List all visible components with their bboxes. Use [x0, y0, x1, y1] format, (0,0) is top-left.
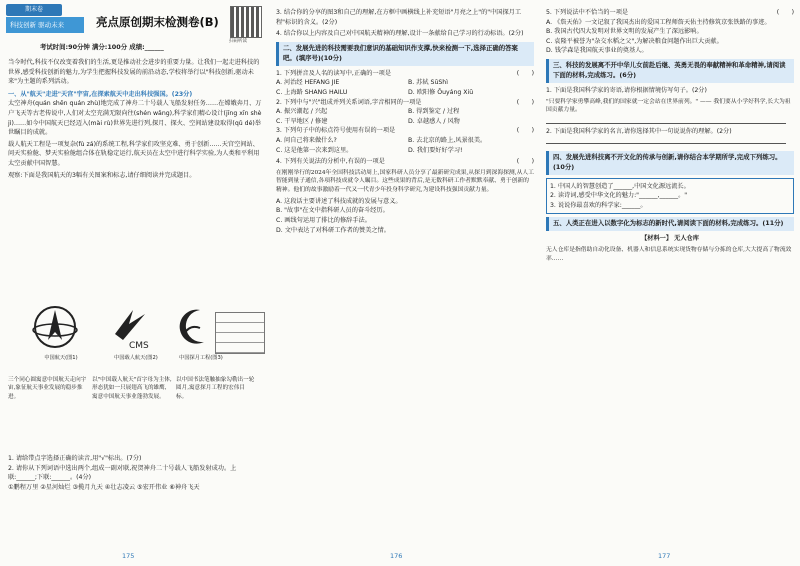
logo-caption: 中国载人航天(图2) — [114, 355, 158, 361]
question-3: 3. 结合你的分享的图3和自己的理解,在方框中画横线上补充短语"月亮之上"的"中国探月工程"标识的含义。(2分) — [276, 9, 522, 26]
logo-caption: 中国探月工程(图3) — [179, 355, 223, 361]
mc-option[interactable]: C. 干旱地区 / 修建 — [276, 117, 328, 125]
mc-option[interactable]: D. 钱学森是我国航天事业的奠基人。 — [546, 47, 648, 55]
logo-desc: 以"中国载人航天"首字母为主体,形态犹如一只展翅高飞的雄鹰,寓意中国航天事业蓬勃发展。 — [92, 377, 172, 400]
mc-option[interactable]: D. 我们要好好学习! — [408, 146, 463, 154]
fill-line[interactable]: 2. 读诗词,感受中华文化的魅力:"______,______。" — [550, 192, 688, 200]
logos-lead: 观察:下面是我国航天的3幅有关图案和标志,请仔细阅读并完成题目。 — [8, 171, 196, 179]
mc-option[interactable]: A. 问自己将来做什么? — [276, 136, 337, 144]
cms-logo — [105, 304, 165, 361]
question-1-head: 一、从"航天"走进"天宫"宇宙,在探索航天中走出科技强国。(23分) — [8, 90, 193, 98]
page-number: 175 — [122, 552, 135, 560]
question-1-1: 1. 请给带点字选择正确的读音,用"√"标出。(7分) — [8, 455, 142, 462]
mc-option[interactable]: B. 我国古代四大发明对世界文明的发展产生了深远影响。 — [546, 28, 703, 36]
mc-stem: 3. 下列句子中的标点符号使用有误的一项是 — [276, 127, 396, 135]
answer-box[interactable] — [215, 312, 265, 354]
answer-paren[interactable]: ( ) — [516, 98, 534, 106]
page-number: 176 — [390, 552, 403, 560]
mc-option[interactable]: D. 卓越感人 / 风物 — [408, 117, 460, 125]
fill-box — [546, 178, 794, 215]
page3-body — [546, 8, 794, 265]
mc-option[interactable]: D. 欧阳修 Ōuyáng Xiū — [408, 88, 474, 96]
page-title: 亮点原创期末检测卷(B) — [96, 15, 219, 29]
question-4: 4. 结合你以上内容及自己对中国航天精神的理解,设计一条献给自己学习的行动标语。(2分) — [276, 30, 524, 38]
answer-paren[interactable]: ( ) — [516, 158, 534, 166]
qr-caption: 扫码听读 — [229, 39, 247, 44]
question-1-2-options: ①鹏程万里 ②星河灿烂 ③揽月九天 ④壮志凌云 ⑤宏开伟业 ⑥神舟飞天 — [8, 483, 200, 491]
mc-stem: 5. 下列说法中不恰当的一项是 — [546, 9, 629, 16]
mc-question — [276, 69, 534, 98]
svg-text:CMS: CMS — [129, 341, 149, 350]
logo-desc: 以中国书法笔触抽象勾勒出一轮圆月,寓意探月工程的宏伟目标。 — [176, 377, 255, 400]
mc-option[interactable]: C. 这是他第一次来到这里。 — [276, 146, 353, 154]
page-number: 177 — [658, 552, 671, 560]
section-4-banner: 四、发展先进科技离不开文化的传承与创新,请你结合本学期所学,完成下列练习。(10分) — [546, 151, 794, 175]
section-3-banner: 三、科技的发展离不开中华儿女前赴后继、英勇无畏的奉献精神和革命精神,请阅读下面的材料,完成练习。(6分) — [546, 59, 794, 83]
section-5-banner: 五、人类正在进入以数字化为标志的新时代,请阅读下面的材料,完成练习。(11分) — [546, 217, 794, 231]
logo-row — [10, 304, 260, 374]
logo-caption: 中国航天(图1) — [44, 355, 78, 361]
question-1-text: 太空神舟(quán shēn quán zhù)地完成了神舟二十号载人飞船发射任务……在嫦娥奔月、万户飞天等古老传说中,人们对太空充满无限向往(shén wǎng),科学家们精心设计(jīng xīn shè jì)……如今中国航天已经迈入(mài rù)世界先进行列,探月、探火、空间站建设取得(qǔ dé)举世瞩目的成就。 — [8, 100, 262, 137]
material-title: 【材料一】 无人仓库 — [641, 235, 699, 243]
mc-option[interactable]: A. 这段话主要讲述了科技成就的发展与意义。 — [276, 197, 402, 205]
answer-paren[interactable]: ( ) — [516, 127, 534, 135]
answer-line[interactable] — [546, 137, 794, 148]
section-3-q2: 2. 下面是我国科学家的名言,请你选择其中一句说说你的理解。(2分) — [546, 128, 732, 136]
mc-option[interactable]: C. 上海路 SHANG HAILU — [276, 88, 348, 96]
question-1-text2: 载人航天工程是一项复杂(fù zá)的系统工程,科学家们攻坚克难、勇于创新……天宫空间站、问天实验舱、梦天实验舱组合体在轨稳定运行,航天员在太空中进行科学实验,为人类和平利用太空贡献中国智慧。 — [8, 140, 260, 168]
mc-option[interactable]: D. 文中表达了对科研工作者的赞美之情。 — [276, 226, 390, 234]
exam-header — [0, 0, 270, 58]
mc-option[interactable]: A. 振兴潮起 / 兴起 — [276, 108, 328, 116]
fill-line[interactable]: 1. 中国人的智慧创造了______,中国文化源远流长。 — [550, 182, 690, 190]
page2-body — [276, 8, 534, 235]
reading-passage: 在刚刚举行的2024年全国科技活动周上,国家科研人员分享了最新研究成果,从探月到深海探测,从人工智能到量子通信,各项科技成就令人瞩目。这些成果的背后,是无数科研工作者默默奉献、勇于创新的精神。他们的故事激励着一代又一代青少年投身科学研究,为建设科技强国贡献力量。 — [276, 169, 534, 194]
theme-banner: 科技创新 驱动未来 — [6, 17, 84, 33]
mc-stem: 1. 下列拼音及人名的读写中,正确的一项是 — [276, 69, 392, 77]
page-right — [540, 0, 800, 566]
mc-option[interactable]: C. 袁隆平被誉为"杂交水稻之父",为解决粮食问题作出巨大贡献。 — [546, 37, 723, 45]
answer-paren[interactable]: ( ) — [516, 69, 534, 77]
mc-option[interactable]: B. "故事"在文中指科研人员的奋斗经历。 — [276, 207, 389, 215]
mc-question — [276, 98, 534, 127]
mc-option[interactable]: C. 画线句运用了排比的修辞手法。 — [276, 217, 371, 225]
fill-line[interactable]: 3. 说说你最喜欢的科学家:______。 — [550, 201, 647, 209]
page-left — [0, 0, 271, 566]
section-2-banner: 二、发展先进的科技需要我们意识的基础知识作支撑,快来检测一下,选择正确的答案吧。(填序号)(10分) — [276, 42, 534, 66]
exam-info: 考试时间:90分钟 满分:100分 成绩:______ — [40, 43, 164, 51]
qr-code-icon[interactable] — [230, 6, 262, 38]
answer-paren[interactable]: ( ) — [776, 9, 794, 16]
page-middle — [270, 0, 541, 566]
mc-option[interactable]: B. 去北京的路上,风景很美。 — [408, 136, 487, 144]
section-3-quote: "只要科学家勇攀高峰,我们的国家就一定会站在世界前列。" —— 我们要从小学好科学,长大为祖国贡献力量。 — [546, 98, 791, 114]
page1-questions — [8, 454, 264, 492]
mc-question — [276, 126, 534, 155]
mc-option[interactable]: A. 河治经 HEFANG JIE — [276, 79, 340, 87]
mc-option[interactable]: B. 得到鉴定 / 过程 — [408, 108, 460, 116]
mc-stem: 2. 下列中与"兴"组成并列关系词语,字音相同的一项是 — [276, 98, 422, 106]
ribbon-badge: 期末卷 — [6, 4, 62, 16]
logo-descriptions — [8, 376, 264, 401]
mc-option[interactable]: A. 《詹天佑》一文记叙了我国杰出的爱国工程师詹天佑主持修筑京张铁路的事迹。 — [546, 18, 771, 26]
mc-option[interactable]: B. 苏轼 SūShì — [408, 79, 448, 87]
material-text: 无人仓库是指借助自动化设备、机器人和信息系统实现货物存储与分拣的仓库,大大提高了物流效率…… — [546, 246, 792, 262]
section-3-q1: 1. 下面是我国科学家的寄语,请你根据情境仿写句子。(2分) — [546, 86, 707, 94]
mc-stem: 4. 下列有关说法的分析中,有误的一项是 — [276, 158, 385, 166]
intro-paragraph: 当今时代,科技不仅改变着我们的生活,更是推动社会进步的重要力量。让我们一起走进科技的世界,感受科技创新的魅力,为学生把握科技发展的前沿动态,学校将举行以"科技创新,驱动未来"为主题的系列活动。 — [8, 59, 260, 86]
page1-body — [8, 58, 264, 180]
cnsa-logo — [30, 304, 90, 361]
logo-desc: 三个同心圆寓意中国航天走向宇宙,象征航天事业发展的稳步推进。 — [8, 377, 87, 400]
question-1-2: 2. 请你从下列词语中选出两个,组成一副对联,祝贺神舟二十号载人飞船发射成功。上联:______;下联:______。(4分) — [8, 464, 237, 482]
answer-line[interactable] — [546, 117, 794, 128]
